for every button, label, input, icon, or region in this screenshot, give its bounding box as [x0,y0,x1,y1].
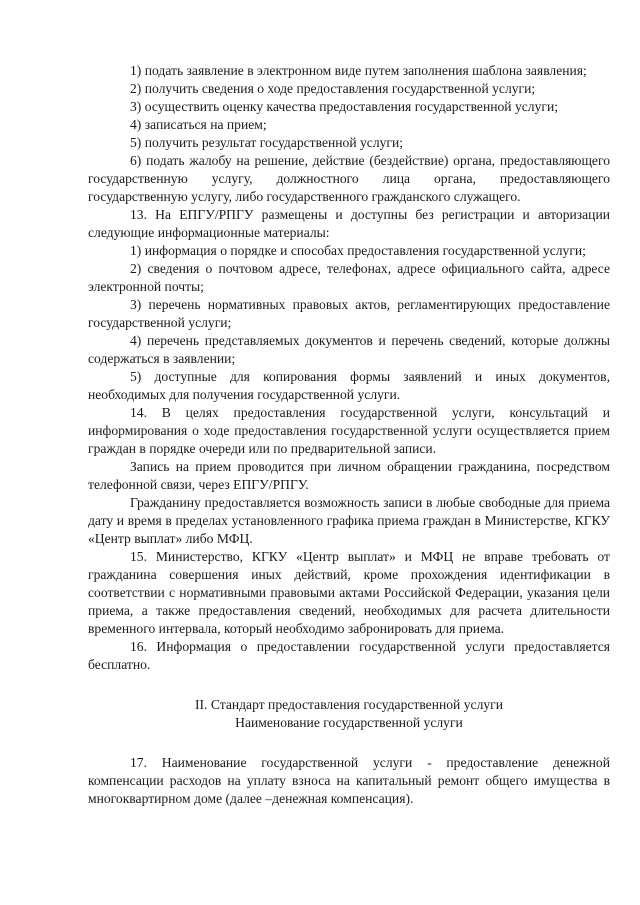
paragraph: 13. На ЕПГУ/РПГУ размещены и доступны без регистрации и авторизации следующие информационные материалы: [88,207,610,240]
paragraph: 4) перечень представляемых документов и перечень сведений, которые должны содержаться в заявлении; [88,333,610,366]
paragraph: 3) перечень нормативных правовых актов, регламентирующих предоставление государственной услуги; [88,297,610,330]
paragraph: 2) сведения о почтовом адресе, телефонах, адресе официального сайта, адресе электронной почты; [88,261,610,294]
paragraph: Запись на прием проводится при личном обращении гражданина, посредством телефонной связи, через ЕПГУ/РПГУ. [88,459,610,492]
paragraph: 3) осуществить оценку качества предоставления государственной услуги; [130,99,559,114]
paragraph: 5) получить результат государственной услуги; [130,135,404,150]
paragraph-final: 17. Наименование государственной услуги - предоставление денежной компенсации расходов на уплату взноса на капитальный ремонт общего имущества в многоквартирном доме (далее –денежная компенсация). [88,755,610,806]
paragraph: 4) записаться на прием; [130,117,267,132]
paragraph: 1) информация о порядке и способах предоставления государственной услуги; [130,243,586,258]
paragraph: 14. В целях предоставления государственной услуги, консультаций и информирования о ходе предоставления государственной услуги осуществляется прием граждан в порядке очереди или по предварительной записи. [88,405,610,456]
paragraph: 2) получить сведения о ходе предоставления государственной услуги; [130,81,536,96]
paragraph: 6) подать жалобу на решение, действие (бездействие) органа, предоставляющего государственную услугу, должностного лица органа, предоставляющего государственную услугу, либо государственного гражданского служащего. [88,153,610,204]
section-subtitle: Наименование государственной услуги [235,715,463,730]
paragraph: 16. Информация о предоставлении государственной услуги предоставляется бесплатно. [88,639,610,672]
paragraph: 15. Министерство, КГКУ «Центр выплат» и МФЦ не вправе требовать от гражданина совершения иных действий, кроме прохождения идентификации в соответствии с нормативными правовыми актами Российской Федерации, указания цели приема, а также предоставления сведений, необходимых для расчета длительности временного интервала, который необходимо забронировать для приема. [88,549,610,636]
paragraph-list [88,62,610,674]
document-page [88,62,610,808]
section-heading [88,696,610,732]
paragraph: 5) доступные для копирования формы заявлений и иных документов, необходимых для получения государственной услуги. [88,369,610,402]
paragraph: 1) подать заявление в электронном виде путем заполнения шаблона заявления; [130,63,587,78]
section-title: II. Стандарт предоставления государственной услуги [194,697,503,712]
paragraph: Гражданину предоставляется возможность записи в любые свободные для приема дату и время в пределах установленного графика приема граждан в Министерстве, КГКУ «Центр выплат» либо МФЦ. [88,495,610,546]
